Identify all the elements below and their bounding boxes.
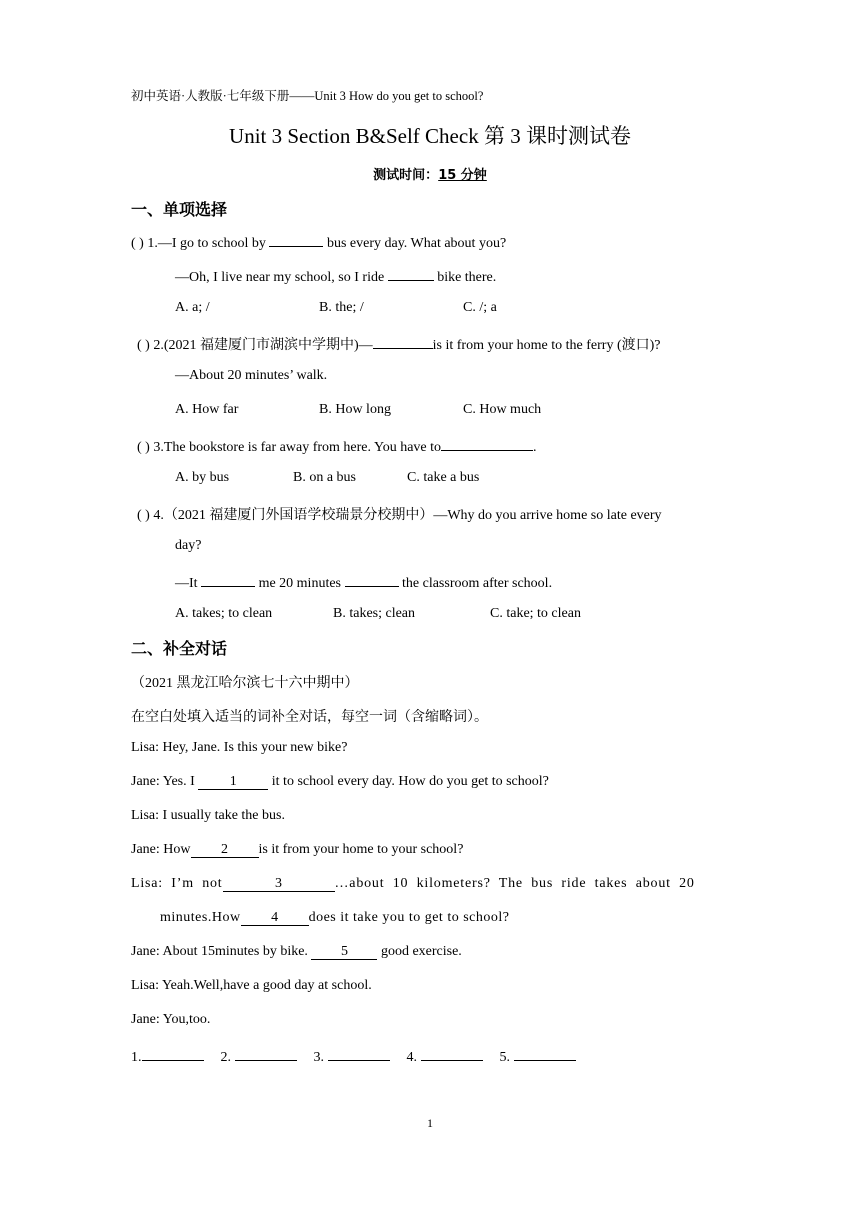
dialogue-line-3: Lisa: I usually take the bus. <box>131 808 285 823</box>
dialogue-line-4-start: Jane: How <box>131 842 191 857</box>
page-number: 1 <box>427 1116 433 1130</box>
q1-option-a[interactable]: A. a; / <box>175 300 210 315</box>
q1-stem-end: bus every day. What about you? <box>323 236 507 251</box>
q4-option-b[interactable]: B. takes; clean <box>333 606 416 621</box>
answer-blank-1[interactable] <box>142 1046 204 1061</box>
q3-stem-end: . <box>533 440 537 455</box>
q1-option-b[interactable]: B. the; / <box>319 300 364 315</box>
q4-blank-1[interactable] <box>201 572 255 587</box>
page-title: Unit 3 Section B&Self Check 第 3 课时测试卷 <box>229 124 631 148</box>
section2-source: （2021 黑龙江哈尔滨七十六中期中） <box>131 676 359 691</box>
q1-stem-start: 1.—I go to school by <box>147 236 270 251</box>
q3-option-b[interactable]: B. on a bus <box>293 470 356 485</box>
test-time <box>0 164 860 183</box>
q1-blank-2[interactable] <box>388 266 434 281</box>
q4-reply-end: the classroom after school. <box>398 576 553 591</box>
question-4 <box>137 504 662 524</box>
dialogue-line-6-start: minutes.How <box>160 910 241 925</box>
q2-blank[interactable] <box>373 334 433 349</box>
q2-stem-end: is it from your home to the ferry (渡口)? <box>432 338 661 353</box>
q4-stem-continued: day? <box>175 538 202 553</box>
dialogue-blank-2[interactable]: 2 <box>191 843 259 858</box>
answer-blank-2[interactable] <box>235 1046 297 1061</box>
q3-option-a[interactable]: A. by bus <box>175 470 230 485</box>
q1-reply <box>175 266 496 286</box>
test-time-label: 测试时间： <box>373 168 439 183</box>
q4-reply <box>175 572 552 592</box>
section2-instruction: 在空白处填入适当的词补全对话，每空一词（含缩略词）。 <box>131 710 488 725</box>
dialogue-blank-1[interactable]: 1 <box>198 775 268 790</box>
q2-option-c[interactable]: C. How much <box>463 402 542 417</box>
dialogue-line-2 <box>131 774 549 790</box>
answer-paren: ( ) <box>131 236 144 251</box>
dialogue-line-8: Lisa: Yeah.Well,have a good day at school. <box>131 978 372 993</box>
q3-blank[interactable] <box>441 436 533 451</box>
running-header: 初中英语·人教版·七年级下册——Unit 3 How do you get to school? <box>131 89 484 103</box>
test-time-value: 15 分钟 <box>438 168 487 183</box>
dialogue-line-4 <box>131 842 463 858</box>
q1-reply-end: bike there. <box>433 270 497 285</box>
answer-label-5: 5. <box>499 1050 510 1065</box>
q4-option-c[interactable]: C. take; to clean <box>490 606 581 621</box>
dialogue-line-7 <box>131 944 462 960</box>
section1-heading: 一、单项选择 <box>131 200 228 219</box>
q4-reply-start: —It <box>175 576 202 591</box>
q3-stem-start: 3.The bookstore is far away from here. You have to <box>153 440 442 455</box>
dialogue-line-6 <box>160 910 509 926</box>
question-2 <box>137 334 660 354</box>
answer-paren: ( ) <box>137 508 150 523</box>
section2-heading: 二、补全对话 <box>131 639 228 658</box>
answer-label-4: 4. <box>406 1050 417 1065</box>
q2-reply: —About 20 minutes’ walk. <box>175 368 328 383</box>
answer-paren: ( ) <box>137 440 150 455</box>
dialogue-line-5 <box>131 876 695 892</box>
dialogue-line-2-end: it to school every day. How do you get to school? <box>268 774 549 789</box>
dialogue-line-7-start: Jane: About 15minutes by bike. <box>131 944 312 959</box>
q4-reply-middle: me 20 minutes <box>255 576 345 591</box>
answer-line <box>131 1046 576 1066</box>
q4-blank-2[interactable] <box>345 572 399 587</box>
q2-option-a[interactable]: A. How far <box>175 402 239 417</box>
dialogue-blank-4[interactable]: 4 <box>241 911 309 926</box>
dialogue-line-1: Lisa: Hey, Jane. Is this your new bike? <box>131 740 348 755</box>
answer-label-2: 2. <box>220 1050 231 1065</box>
dialogue-blank-5[interactable]: 5 <box>311 945 377 960</box>
dialogue-line-5-end: …about 10 kilometers? The bus ride takes about 20 <box>334 876 695 891</box>
dialogue-line-9: Jane: You,too. <box>131 1012 211 1027</box>
q4-option-a[interactable]: A. takes; to clean <box>175 606 273 621</box>
dialogue-line-7-end: good exercise. <box>377 944 462 959</box>
dialogue-line-5-start: Lisa: I’m not <box>131 876 223 891</box>
answer-blank-3[interactable] <box>328 1046 390 1061</box>
q1-blank-1[interactable] <box>269 232 323 247</box>
question-3 <box>137 436 537 456</box>
answer-paren: ( ) <box>137 338 150 353</box>
q1-reply-start: —Oh, I live near my school, so I ride <box>175 270 388 285</box>
q2-stem-start: 2.(2021 福建厦门市湖滨中学期中)— <box>153 338 373 353</box>
answer-label-1: 1. <box>131 1050 142 1065</box>
answer-blank-4[interactable] <box>421 1046 483 1061</box>
q3-option-c[interactable]: C. take a bus <box>407 470 480 485</box>
answer-blank-5[interactable] <box>514 1046 576 1061</box>
question-1 <box>131 232 506 252</box>
q4-stem-start: 4.（2021 福建厦门外国语学校瑞景分校期中）—Why do you arrive home so late every <box>153 508 662 523</box>
q1-option-c[interactable]: C. /; a <box>463 300 497 315</box>
q2-option-b[interactable]: B. How long <box>319 402 391 417</box>
dialogue-line-6-end: does it take you to get to school? <box>308 910 510 925</box>
dialogue-blank-3[interactable]: 3 <box>223 877 335 892</box>
dialogue-line-2-start: Jane: Yes. I <box>131 774 199 789</box>
answer-label-3: 3. <box>313 1050 324 1065</box>
dialogue-line-4-end: is it from your home to your school? <box>258 842 464 857</box>
